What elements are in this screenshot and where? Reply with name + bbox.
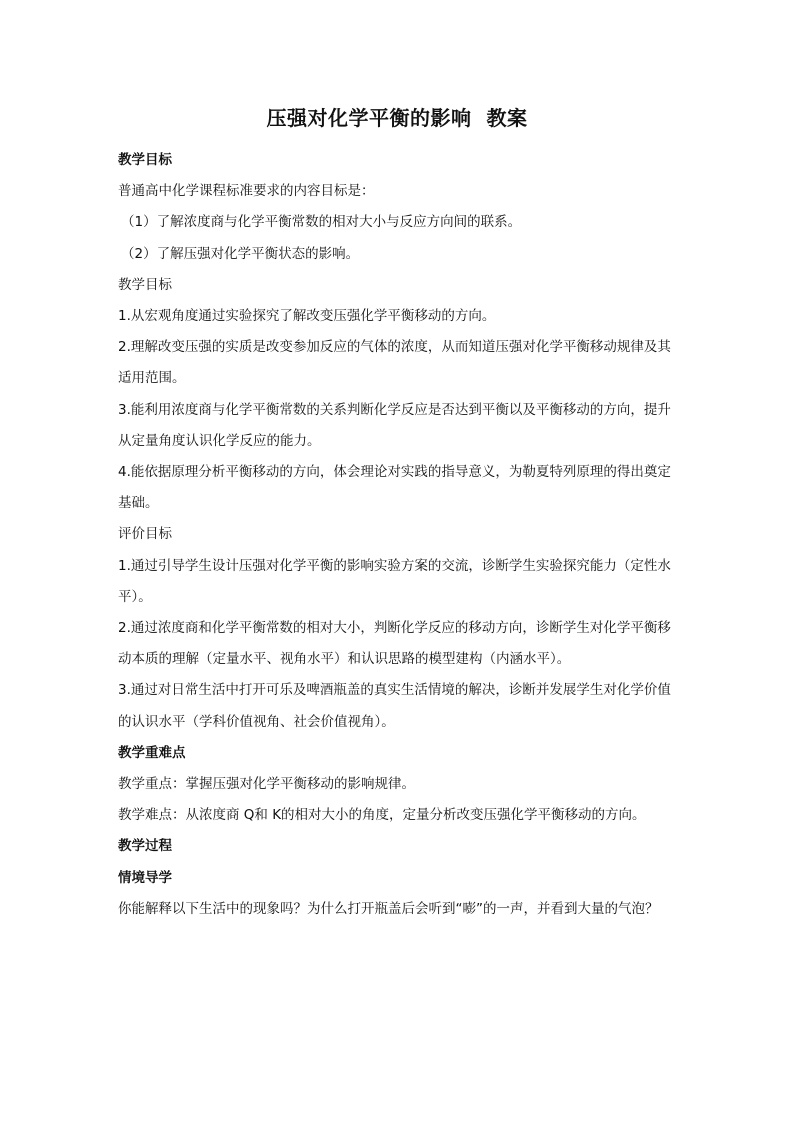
paragraph-objective-2: 2.理解改变压强的实质是改变参加反应的气体的浓度，从而知道压强对化学平衡移动规律及其适用范围。	[118, 339, 671, 387]
paragraph-situation-question: 你能解释以下生活中的现象吗？为什么打开瓶盖后会听到“嘭”的一声，并看到大量的气泡？	[118, 900, 659, 917]
section-heading-teaching-goals: 教学目标	[118, 152, 172, 168]
document-title: 压强对化学平衡的影响 教案	[266, 106, 528, 130]
paragraph-curriculum-intro: 普通高中化学课程标准要求的内容目标是：	[118, 183, 375, 200]
section-heading-key-points: 教学重难点	[118, 744, 186, 761]
paragraph-objective-1: 1.从宏观角度通过实验探究了解改变压强化学平衡移动的方向。	[118, 308, 496, 325]
section-heading-situation-intro: 情境导学	[118, 869, 172, 886]
paragraph-key-point: 教学重点：掌握压强对化学平衡移动的影响规律。	[118, 776, 415, 793]
paragraph-objective-3: 3.能利用浓度商与化学平衡常数的关系判断化学反应是否达到平衡以及平衡移动的方向，提升从定量角度认识化学反应的能力。	[118, 401, 671, 449]
paragraph-evaluation-1: 1.通过引导学生设计压强对化学平衡的影响实验方案的交流，诊断学生实验探究能力（定性水平）。	[118, 557, 671, 605]
paragraph-curriculum-item-1: （1）了解浓度商与化学平衡常数的相对大小与反应方向间的联系。	[121, 214, 522, 231]
section-heading-evaluation-goals: 评价目标	[118, 526, 172, 543]
paragraph-curriculum-item-2: （2）了解压强对化学平衡状态的影响。	[121, 245, 360, 262]
paragraph-evaluation-3: 3.通过对日常生活中打开可乐及啤酒瓶盖的真实生活情境的解决，诊断并发展学生对化学价值的认识水平（学科价值视角、社会价值视角）。	[118, 682, 671, 730]
paragraph-evaluation-2: 2.通过浓度商和化学平衡常数的相对大小，判断化学反应的移动方向，诊断学生对化学平衡移动本质的理解（定量水平、视角水平）和认识思路的模型建构（内涵水平）。	[118, 620, 671, 668]
document-content	[118, 145, 680, 925]
section-heading-teaching-objectives: 教学目标	[118, 276, 172, 293]
section-heading-teaching-process: 教学过程	[118, 838, 172, 855]
paragraph-difficult-point: 教学难点：从浓度商 Q和 K的相对大小的角度，定量分析改变压强化学平衡移动的方向。	[118, 807, 646, 824]
paragraph-objective-4: 4.能依据原理分析平衡移动的方向，体会理论对实践的指导意义，为勒夏特列原理的得出奠定基础。	[118, 464, 671, 512]
